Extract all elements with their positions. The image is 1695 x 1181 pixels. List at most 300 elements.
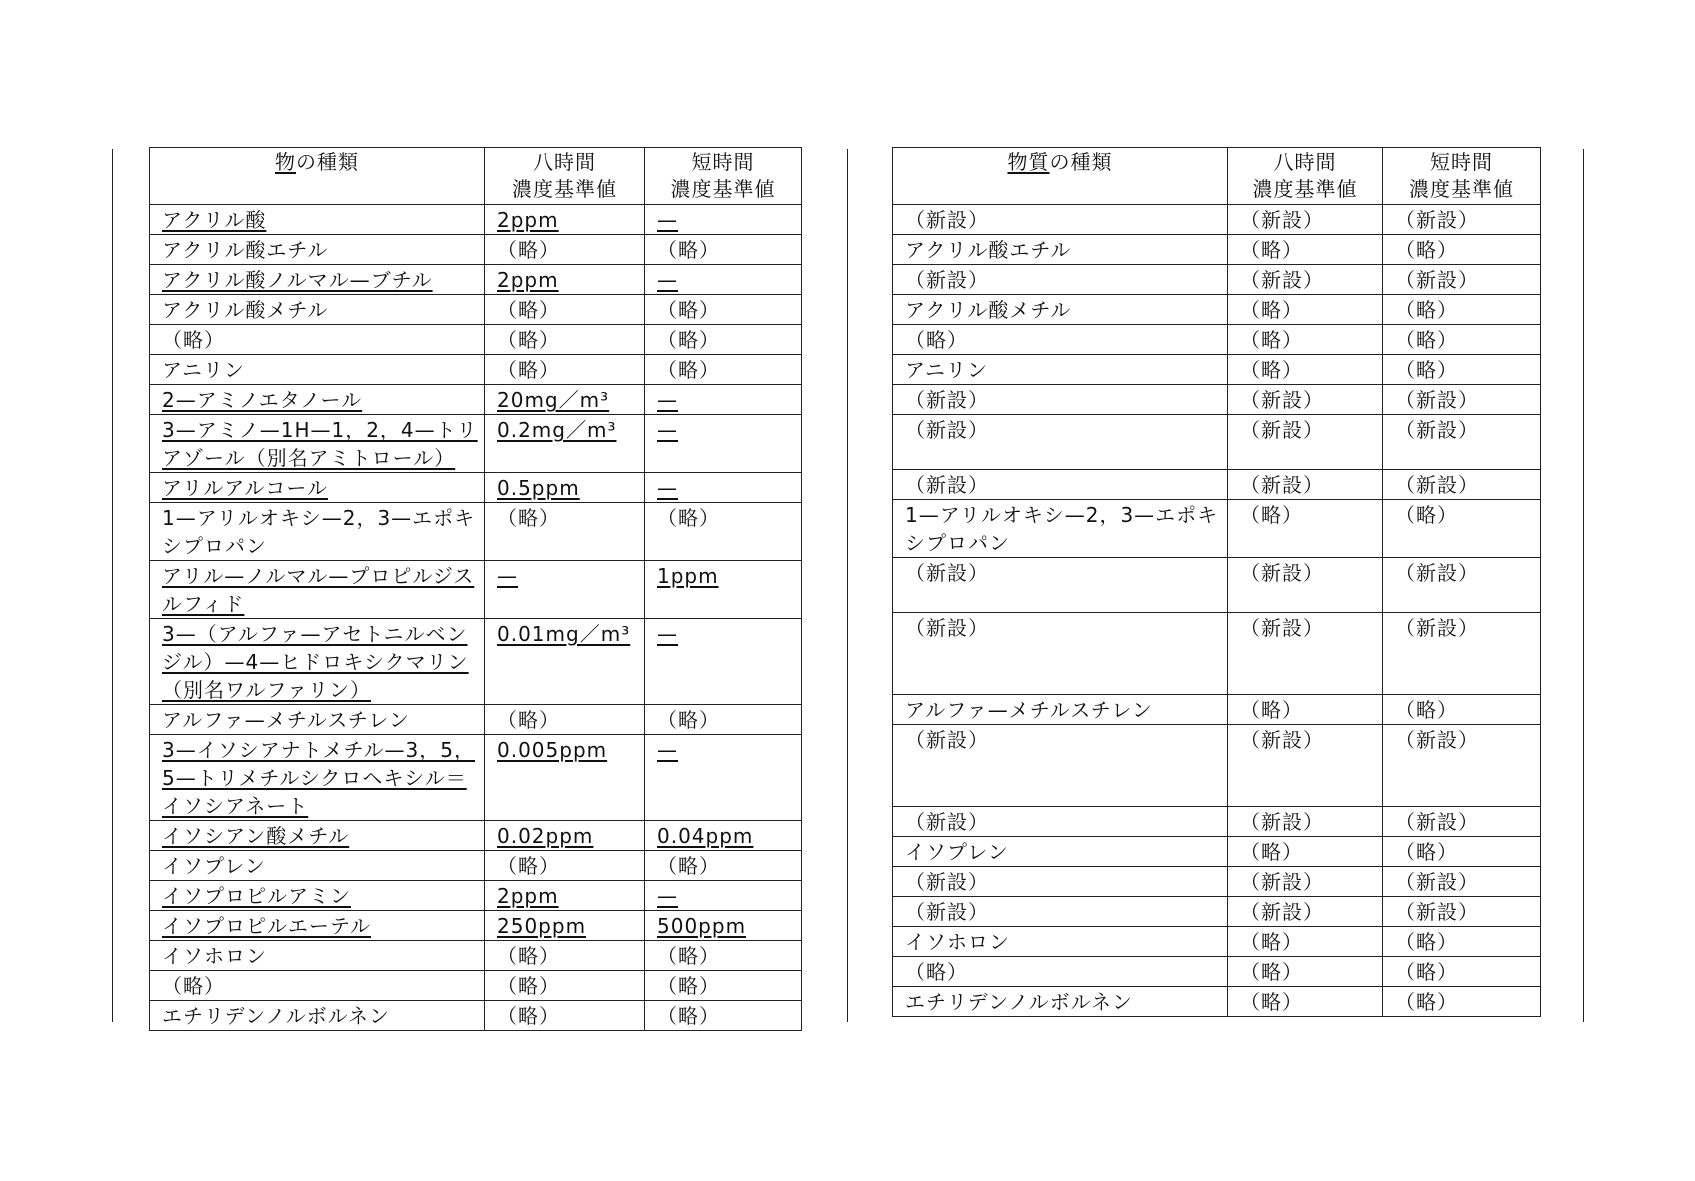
eight-hour-value-cell: [485, 295, 645, 325]
substance-name-cell: [893, 807, 1228, 837]
cell-text: （略）: [1240, 930, 1303, 954]
cell-text: （略）: [1395, 298, 1458, 322]
cell-text: （新設）: [1240, 561, 1324, 585]
cell-text: （新設）: [905, 268, 989, 292]
cell-text: （新設）: [1240, 208, 1324, 232]
cell-text: （新設）: [1395, 561, 1479, 585]
table-row: [893, 205, 1541, 235]
cell-text: イソシアン酸メチル: [162, 824, 350, 848]
cell-text: アクリル酸: [162, 208, 267, 232]
table-row: [150, 851, 802, 881]
header-rest: の種類: [1049, 150, 1113, 174]
eight-hour-value-cell: [485, 205, 645, 235]
cell-text: （新設）: [1395, 388, 1479, 412]
short-term-value-cell: [1383, 957, 1541, 987]
eight-hour-value-cell: [1228, 235, 1383, 265]
cell-text: （新設）: [905, 388, 989, 412]
cell-text: （略）: [1395, 698, 1458, 722]
substance-name-cell: [150, 705, 485, 735]
substance-name-cell: [893, 355, 1228, 385]
short-term-value-cell: [645, 561, 802, 619]
substance-name-cell: [893, 325, 1228, 355]
cell-text: （略）: [657, 298, 720, 322]
short-term-value-cell: [1383, 385, 1541, 415]
cell-text: 2ppm: [497, 884, 559, 908]
cell-text: 3—アミノ—1H—1，2，4—トリアゾール（別名アミトロール）: [162, 418, 478, 470]
eight-hour-value-cell: [485, 1001, 645, 1031]
header-line: [154, 149, 480, 176]
cell-text: 500ppm: [657, 914, 747, 938]
short-term-value-cell: [1383, 987, 1541, 1017]
cell-text: （新設）: [1240, 810, 1324, 834]
short-term-value-cell: [1383, 695, 1541, 725]
table-row: [893, 355, 1541, 385]
table-row: [893, 807, 1541, 837]
cell-text: 1—アリルオキシ—2，3—エポキシプロパン: [905, 503, 1219, 555]
eight-hour-value-cell: [485, 235, 645, 265]
cell-text: （略）: [497, 854, 560, 878]
header-line: [897, 149, 1223, 176]
cell-text: アニリン: [905, 358, 988, 382]
table-row: [150, 205, 802, 235]
cell-text: （新設）: [1395, 728, 1479, 752]
cell-text: 0.005ppm: [497, 738, 608, 762]
eight-hour-value-cell: [485, 881, 645, 911]
cell-text: （新設）: [1240, 616, 1324, 640]
cell-text: （略）: [1240, 990, 1303, 1014]
cell-text: （略）: [1240, 960, 1303, 984]
cell-text: （略）: [1240, 328, 1303, 352]
substance-name-cell: [150, 415, 485, 473]
cell-text: アクリル酸エチル: [162, 238, 329, 262]
substance-name-cell: [150, 821, 485, 851]
substance-name-cell: [150, 385, 485, 415]
cell-text: （新設）: [1240, 388, 1324, 412]
short-term-value-cell: [645, 971, 802, 1001]
short-term-value-cell: [1383, 927, 1541, 957]
short-term-value-cell: [645, 941, 802, 971]
cell-text: （新設）: [1240, 728, 1324, 752]
cell-text: （新設）: [1240, 268, 1324, 292]
cell-text: （略）: [1240, 698, 1303, 722]
cell-text: —: [657, 622, 678, 646]
table-row: [150, 325, 802, 355]
eight-hour-value-cell: [1228, 867, 1383, 897]
table-row: [150, 821, 802, 851]
cell-text: （略）: [497, 358, 560, 382]
substance-name-cell: [893, 695, 1228, 725]
revised-substance-table: [149, 147, 802, 1031]
substance-name-cell: [893, 558, 1228, 613]
cell-text: （略）: [657, 854, 720, 878]
eight-hour-value-cell: [1228, 897, 1383, 927]
table-row: [893, 415, 1541, 470]
cell-text: アリル—ノルマル—プロピルジスルフィド: [162, 564, 475, 616]
short-term-value-cell: [645, 473, 802, 503]
header-line: 濃度基準値: [1409, 177, 1514, 201]
eight-hour-value-cell: [1228, 807, 1383, 837]
substance-name-cell: [893, 500, 1228, 558]
substance-name-cell: [150, 265, 485, 295]
short-term-value-cell: [645, 295, 802, 325]
short-term-value-cell: [645, 235, 802, 265]
table-row: [893, 500, 1541, 558]
short-term-value-cell: [645, 265, 802, 295]
short-term-value-cell: [645, 503, 802, 561]
cell-text: （略）: [657, 974, 720, 998]
cell-text: （略）: [497, 298, 560, 322]
short-term-value-cell: [1383, 807, 1541, 837]
cell-text: 250ppm: [497, 914, 587, 938]
cell-text: （新設）: [1395, 616, 1479, 640]
cell-text: アクリル酸メチル: [162, 298, 329, 322]
eight-hour-value-cell: [485, 735, 645, 821]
short-term-value-cell: [1383, 325, 1541, 355]
cell-text: アクリル酸エチル: [905, 238, 1072, 262]
cell-text: （略）: [1395, 930, 1458, 954]
table-row: [150, 235, 802, 265]
header-underlined-part: 物質: [1007, 150, 1050, 174]
substance-name-cell: [150, 735, 485, 821]
table-row: [150, 265, 802, 295]
cell-text: （略）: [657, 506, 720, 530]
cell-text: イソホロン: [905, 930, 1010, 954]
short-term-value-cell: [1383, 867, 1541, 897]
cell-text: （新設）: [1240, 870, 1324, 894]
cell-text: （新設）: [1395, 810, 1479, 834]
cell-text: —: [657, 388, 678, 412]
cell-text: （新設）: [1395, 418, 1479, 442]
cell-text: 3—イソシアナトメチル—3，5，5—トリメチルシクロヘキシル＝イソシアネート: [162, 738, 475, 818]
cell-text: （略）: [1395, 990, 1458, 1014]
short-term-value-cell: [645, 735, 802, 821]
cell-text: —: [497, 564, 518, 588]
cell-text: アルファ—メチルスチレン: [162, 708, 410, 732]
table-row: [150, 473, 802, 503]
cell-text: （新設）: [905, 870, 989, 894]
short-term-header: [645, 148, 802, 205]
cell-text: （略）: [1240, 238, 1303, 262]
eight-hour-value-cell: [1228, 325, 1383, 355]
eight-hour-value-cell: [485, 851, 645, 881]
center-margin-rule: [847, 149, 848, 1022]
short-term-value-cell: [1383, 725, 1541, 807]
substance-name-cell: [150, 295, 485, 325]
table-row: [893, 695, 1541, 725]
cell-text: 1ppm: [657, 564, 719, 588]
short-term-value-cell: [645, 705, 802, 735]
substance-name-cell: [893, 265, 1228, 295]
table-row: [150, 705, 802, 735]
short-term-value-cell: [1383, 235, 1541, 265]
table-row: [893, 957, 1541, 987]
cell-text: アクリル酸ノルマル—ブチル: [162, 268, 433, 292]
eight-hour-value-cell: [485, 911, 645, 941]
substance-name-cell: [150, 503, 485, 561]
cell-text: —: [657, 738, 678, 762]
substance-name-cell: [150, 1001, 485, 1031]
cell-text: イソプロピルアミン: [162, 884, 351, 908]
cell-text: （略）: [1395, 238, 1458, 262]
short-term-value-cell: [1383, 897, 1541, 927]
header-line: 八時間: [533, 150, 596, 174]
substance-name-cell: [150, 911, 485, 941]
cell-text: イソホロン: [162, 944, 267, 968]
eight-hour-value-cell: [1228, 500, 1383, 558]
table-row: [893, 295, 1541, 325]
table-row: [893, 235, 1541, 265]
short-term-value-cell: [645, 325, 802, 355]
cell-text: 1—アリルオキシ—2，3—エポキシプロパン: [162, 506, 476, 558]
eight-hour-value-cell: [485, 385, 645, 415]
eight-hour-value-cell: [485, 971, 645, 1001]
substance-type-header: [893, 148, 1228, 205]
substance-name-cell: [893, 725, 1228, 807]
eight-hour-value-cell: [1228, 927, 1383, 957]
substance-name-cell: [150, 881, 485, 911]
table-row: [150, 619, 802, 705]
short-term-value-cell: [1383, 205, 1541, 235]
header-line: 短時間: [691, 150, 755, 174]
cell-text: 20mg／m³: [497, 388, 610, 412]
table-row: [893, 325, 1541, 355]
table-row: [150, 503, 802, 561]
eight-hour-value-cell: [1228, 415, 1383, 470]
cell-text: （新設）: [905, 810, 989, 834]
eight-hour-value-cell: [1228, 837, 1383, 867]
eight-hour-value-cell: [1228, 355, 1383, 385]
substance-name-cell: [893, 837, 1228, 867]
short-term-value-cell: [645, 415, 802, 473]
short-term-value-cell: [645, 355, 802, 385]
cell-text: —: [657, 268, 678, 292]
cell-text: （略）: [657, 944, 720, 968]
table-header-row: [893, 148, 1541, 205]
substance-name-cell: [893, 957, 1228, 987]
cell-text: 0.2mg／m³: [497, 418, 617, 442]
eight-hour-value-cell: [485, 941, 645, 971]
eight-hour-value-cell: [1228, 205, 1383, 235]
eight-hour-value-cell: [1228, 265, 1383, 295]
cell-text: アルファ—メチルスチレン: [905, 698, 1153, 722]
substance-name-cell: [893, 613, 1228, 695]
substance-name-cell: [150, 971, 485, 1001]
cell-text: アクリル酸メチル: [905, 298, 1072, 322]
cell-text: （新設）: [905, 728, 989, 752]
short-term-value-cell: [645, 821, 802, 851]
eight-hour-value-cell: [485, 325, 645, 355]
cell-text: （新設）: [1395, 473, 1479, 497]
table-row: [150, 415, 802, 473]
eight-hour-header: [485, 148, 645, 205]
cell-text: （新設）: [1395, 208, 1479, 232]
cell-text: （略）: [1395, 960, 1458, 984]
cell-text: （略）: [1395, 840, 1458, 864]
cell-text: エチリデンノルボルネン: [905, 990, 1133, 1014]
cell-text: 0.02ppm: [497, 824, 594, 848]
header-rest: の種類: [296, 150, 359, 174]
eight-hour-value-cell: [485, 503, 645, 561]
table-row: [893, 558, 1541, 613]
cell-text: （略）: [1395, 503, 1458, 527]
cell-text: （略）: [657, 238, 720, 262]
table-row: [893, 385, 1541, 415]
cell-text: —: [657, 418, 678, 442]
table-row: [893, 897, 1541, 927]
eight-hour-value-cell: [1228, 558, 1383, 613]
cell-text: （略）: [1240, 840, 1303, 864]
cell-text: （略）: [1240, 298, 1303, 322]
short-term-value-cell: [1383, 558, 1541, 613]
eight-hour-value-cell: [1228, 613, 1383, 695]
cell-text: 0.5ppm: [497, 476, 580, 500]
cell-text: （新設）: [905, 208, 989, 232]
cell-text: （略）: [657, 328, 720, 352]
substance-name-cell: [150, 355, 485, 385]
substance-name-cell: [893, 415, 1228, 470]
substance-name-cell: [150, 325, 485, 355]
table-row: [893, 265, 1541, 295]
short-term-value-cell: [645, 619, 802, 705]
cell-text: 0.04ppm: [657, 824, 754, 848]
eight-hour-value-cell: [1228, 470, 1383, 500]
cell-text: （略）: [657, 1004, 720, 1028]
cell-text: アリルアルコール: [162, 476, 328, 500]
short-term-header: [1383, 148, 1541, 205]
cell-text: （新設）: [905, 418, 989, 442]
cell-text: （略）: [657, 708, 720, 732]
substance-type-header: [150, 148, 485, 205]
cell-text: （略）: [1395, 328, 1458, 352]
header-line: 濃度基準値: [1252, 177, 1358, 201]
short-term-value-cell: [1383, 295, 1541, 325]
cell-text: （略）: [497, 1004, 560, 1028]
substance-name-cell: [893, 235, 1228, 265]
eight-hour-value-cell: [485, 619, 645, 705]
cell-text: イソプレン: [162, 854, 266, 878]
cell-text: （略）: [497, 506, 560, 530]
header-line: 濃度基準値: [670, 177, 776, 201]
substance-name-cell: [893, 470, 1228, 500]
eight-hour-header: [1228, 148, 1383, 205]
eight-hour-value-cell: [1228, 957, 1383, 987]
eight-hour-value-cell: [485, 265, 645, 295]
table-row: [893, 867, 1541, 897]
cell-text: （略）: [162, 328, 225, 352]
short-term-value-cell: [1383, 355, 1541, 385]
substance-name-cell: [893, 987, 1228, 1017]
table-row: [150, 385, 802, 415]
table-row: [150, 911, 802, 941]
cell-text: （略）: [905, 960, 968, 984]
left-margin-rule: [112, 149, 113, 1022]
eight-hour-value-cell: [485, 821, 645, 851]
eight-hour-value-cell: [1228, 725, 1383, 807]
substance-name-cell: [893, 897, 1228, 927]
cell-text: イソプレン: [905, 840, 1009, 864]
cell-text: （略）: [1240, 503, 1303, 527]
short-term-value-cell: [1383, 837, 1541, 867]
cell-text: （略）: [1395, 358, 1458, 382]
current-substance-table: [892, 147, 1541, 1017]
table-row: [150, 295, 802, 325]
table-row: [150, 561, 802, 619]
eight-hour-value-cell: [485, 705, 645, 735]
cell-text: （新設）: [1240, 473, 1324, 497]
eight-hour-value-cell: [1228, 987, 1383, 1017]
substance-name-cell: [893, 867, 1228, 897]
short-term-value-cell: [1383, 500, 1541, 558]
substance-name-cell: [150, 851, 485, 881]
cell-text: （新設）: [905, 473, 989, 497]
cell-text: 0.01mg／m³: [497, 622, 631, 646]
header-line: 濃度基準値: [512, 177, 617, 201]
eight-hour-value-cell: [1228, 385, 1383, 415]
short-term-value-cell: [1383, 613, 1541, 695]
cell-text: （新設）: [905, 616, 989, 640]
cell-text: （略）: [497, 238, 560, 262]
cell-text: （新設）: [905, 900, 989, 924]
cell-text: （新設）: [905, 561, 989, 585]
table-row: [893, 987, 1541, 1017]
substance-name-cell: [150, 941, 485, 971]
header-underlined-part: 物: [275, 150, 296, 174]
cell-text: 2ppm: [497, 268, 559, 292]
cell-text: 2ppm: [497, 208, 559, 232]
cell-text: （略）: [497, 328, 560, 352]
cell-text: （略）: [497, 974, 560, 998]
short-term-value-cell: [645, 385, 802, 415]
substance-name-cell: [150, 235, 485, 265]
table-row: [150, 735, 802, 821]
short-term-value-cell: [645, 1001, 802, 1031]
substance-name-cell: [150, 473, 485, 503]
cell-text: （略）: [905, 328, 968, 352]
cell-text: イソプロピルエーテル: [162, 914, 371, 938]
cell-text: （略）: [657, 358, 720, 382]
substance-name-cell: [150, 205, 485, 235]
eight-hour-value-cell: [1228, 295, 1383, 325]
cell-text: （略）: [1240, 358, 1303, 382]
cell-text: （新設）: [1240, 900, 1324, 924]
header-line: 短時間: [1430, 150, 1493, 174]
cell-text: 3—（アルファ—アセトニルベンジル）—4—ヒドロキシクマリン（別名ワルファリン）: [162, 622, 469, 702]
substance-name-cell: [150, 619, 485, 705]
eight-hour-value-cell: [485, 355, 645, 385]
short-term-value-cell: [645, 911, 802, 941]
cell-text: （新設）: [1395, 870, 1479, 894]
substance-name-cell: [150, 561, 485, 619]
cell-text: アニリン: [162, 358, 245, 382]
substance-name-cell: [893, 927, 1228, 957]
cell-text: （新設）: [1395, 900, 1479, 924]
cell-text: 2—アミノエタノール: [162, 388, 363, 412]
substance-name-cell: [893, 295, 1228, 325]
table-row: [150, 941, 802, 971]
cell-text: （略）: [497, 944, 560, 968]
header-line: 八時間: [1273, 150, 1337, 174]
short-term-value-cell: [645, 881, 802, 911]
cell-text: —: [657, 884, 678, 908]
cell-text: エチリデンノルボルネン: [162, 1004, 390, 1028]
short-term-value-cell: [645, 205, 802, 235]
cell-text: （略）: [497, 708, 560, 732]
short-term-value-cell: [1383, 470, 1541, 500]
substance-name-cell: [893, 205, 1228, 235]
table-row: [893, 613, 1541, 695]
substance-name-cell: [893, 385, 1228, 415]
short-term-value-cell: [645, 851, 802, 881]
